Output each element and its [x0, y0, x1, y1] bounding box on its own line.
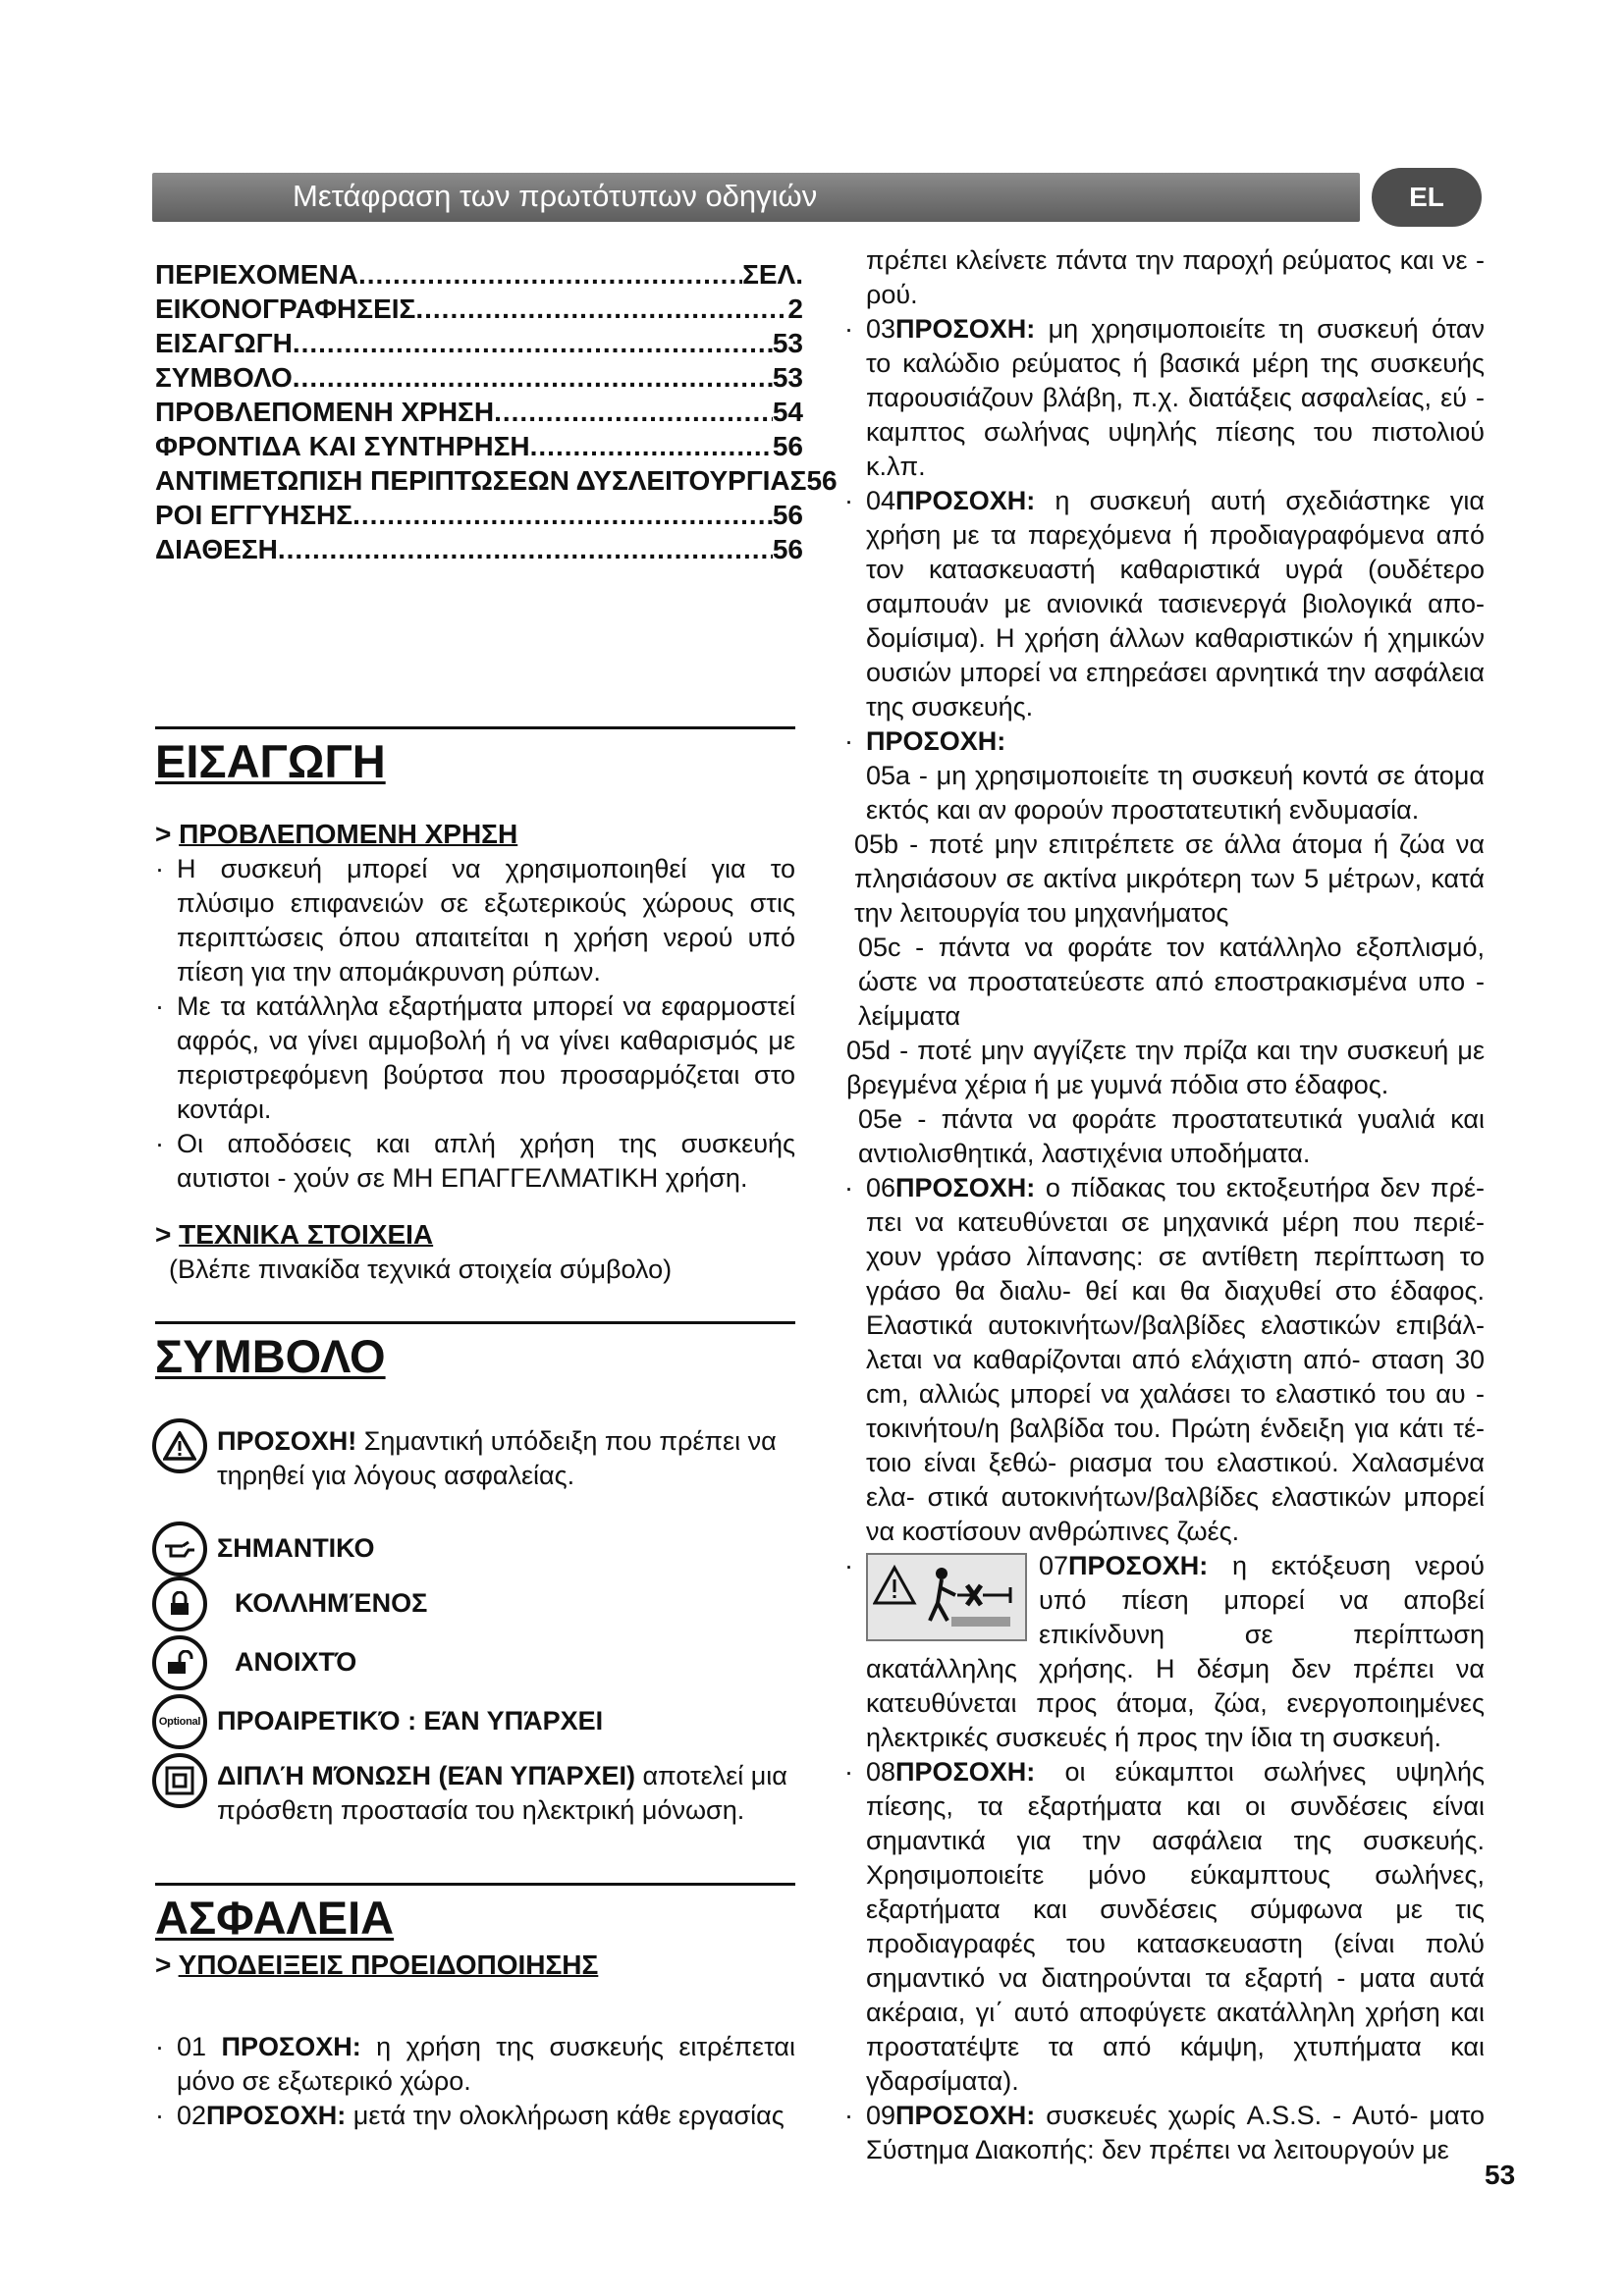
warning-item-09: · 09ΠΡΟΣΟΧΗ: συσκευές χωρίς A.S.S. - Αυτό- ματο Σύστημα Διακοπής: δεν πρέπει να λειτουργούν με	[844, 2101, 1485, 2164]
warnings-heading: > ΥΠΟΔΕΙΞΕΙΣ ΠΡΟΕΙΔΟΠΟΙΗΣΗΣ	[155, 1949, 599, 1980]
section-rule	[155, 1321, 795, 1324]
double-insulation-icon	[152, 1753, 207, 1808]
intro-heading: ΕΙΣΑΓΩΓΗ	[155, 735, 386, 787]
lock-closed-icon	[152, 1576, 207, 1631]
lock-open-icon	[152, 1635, 207, 1690]
symbol-locked-label: ΚΟΛΛΗΜΈΝΟΣ	[235, 1588, 428, 1618]
toc-row[interactable]: ΠΕΡΙΕΧΟΜΕΝΑ ..... ΣΕΛ.	[155, 257, 803, 292]
section-rule	[155, 726, 795, 729]
water-jet-warning-pictogram-icon	[866, 1553, 1027, 1641]
warning-item-02-cont: πρέπει κλείνετε πάντα την παροχή ρεύματος και νε - ρού.	[866, 245, 1485, 309]
toc-row[interactable]: ΑΝΤΙΜΕΤΩΠΙΣΗ ΠΕΡΙΠΤΩΣΕΩΝ ΔΥΣΛΕΙΤΟΥΡΓΙΑΣ 56	[155, 465, 838, 496]
toc-row[interactable]: ΦΡΟΝΤΙΔΑ ΚΑΙ ΣΥΝΤΗΡΗΣΗ ..... 56	[155, 429, 803, 463]
warning-item-05c: 05c - πάντα να φοράτε τον κατάλληλο εξοπλισμό, ώστε να προστατεύεστε από εποστρακισμένα υπο - λείμματα	[858, 933, 1485, 1031]
symbol-important-row	[152, 1522, 374, 1576]
warning-item-05: · ΠΡΟΣΟΧΗ:	[844, 726, 1006, 756]
table-of-contents	[155, 257, 838, 566]
warning-triangle-icon	[152, 1418, 207, 1473]
toc-row[interactable]: ΡΟΙ ΕΓΓΥΗΣΗΣ ..... 56	[155, 498, 803, 532]
symbol-open-row	[152, 1635, 356, 1690]
symbol-double-insulation-row	[152, 1753, 795, 1828]
pointing-hand-icon	[152, 1522, 207, 1576]
toc-row[interactable]: ΠΡΟΒΛΕΠΟΜΕΝΗ ΧΡΗΣΗ ..... 54	[155, 395, 803, 429]
warnings-list-left	[155, 2030, 795, 2133]
language-badge: EL	[1372, 168, 1482, 227]
symbols-heading: ΣΥΜΒΟΛΟ	[155, 1330, 386, 1382]
section-rule	[155, 1883, 795, 1886]
warning-item-05b: 05b - ποτέ μην επιτρέπετε σε άλλα άτομα ή ζώα να πλησιάσουν σε ακτίνα μικρότερη των 5 μέτρων, κατά την λειτουργία του μηχανήματος	[854, 829, 1485, 928]
toc-row[interactable]: ΕΙΚΟΝΟΓΡΑΦΗΣΕΙΣ ..... 2	[155, 292, 803, 326]
intended-use-list	[155, 852, 795, 1196]
list-item: · Η συσκευή μπορεί να χρησιμοποιηθεί για το πλύσιμο επιφανειών σε εξωτερικούς χώρους στις περιπτώσεις όπου απαιτείται η χρήση νερού υπό πίεση για την απομάκρυνση ρύπων.	[155, 854, 795, 987]
warning-item-05d: 05d - ποτέ μην αγγίζετε την πρίζα και την συσκευή με βρεγμένα χέρια ή με γυμνά πόδια στο έδαφος.	[846, 1036, 1485, 1099]
warning-item-06: · 06ΠΡΟΣΟΧΗ: ο πίδακας του εκτοξευτήρα δεν πρέ- πει να κατευθύνεται σε μηχανικά μέρη που περιέ- χουν γράσο λίπανσης: σε αντίθετη περίπτωση το γράσο θα διαλυ- θεί και θα διαχυθεί στο έδαφος. Ελαστικά αυτοκινήτων/βαλβίδες ελαστικών επιβάλ- λεται να καθαρίζονται από ελάχιστη από- σταση 30 cm, αλλιώς μπορεί να χαλάσει το ελαστικό του αυ - τοκινήτου/η βαλβίδα του. Πρώτη ένδειξη για κάτι τέ- τοιο είναι ξεθώ- ριασμα του ελαστικού. Χαλασμένα ελα- στικά αυτοκινήτων/βαλβίδες ελαστικών μπορεί να κοστίσουν ανθρώπινες ζωές.	[844, 1173, 1485, 1546]
symbol-optional-label: ΠΡΟΑΙΡΕΤΙΚΌ : ΕΆΝ ΥΠΆΡΧΕΙ	[217, 1706, 604, 1735]
header-title: Μετάφραση των πρωτότυπων οδηγιών	[293, 179, 818, 213]
warnings-list-right	[844, 243, 1485, 2167]
page-number: 53	[1485, 2160, 1516, 2190]
warning-item-07: · 07ΠΡΟΣΟΧΗ: η εκτόξευση νερού υπό πίεση μπορεί να αποβεί επικίνδυνη σε περίπτωση ακατάλληλης χρήσης. Η δέσμη δεν πρέπει να κατευθύνεται προς άτομα, ζώα, ενεργοποιημένες ηλεκτρικές συσκευές ή προς την ίδια τη συσκευή.	[844, 1551, 1485, 1752]
symbol-locked-row	[152, 1576, 427, 1631]
list-item: · Με τα κατάλληλα εξαρτήματα μπορεί να εφαρμοστεί αφρός, να γίνει αμμοβολή ή να γίνει καθαρισμός με περιστρεφόμενη βούρτσα που προσαρμόζεται στο κοντάρι.	[155, 991, 795, 1124]
warning-item-03: · 03ΠΡΟΣΟΧΗ: μη χρησιμοποιείτε τη συσκευή όταν το καλώδιο ρεύματος ή βασικά μέρη της συσκευής παρουσιάζουν βλάβη, π.χ. διατάξεις ασφαλείας, εύ - καμπτος σωλήνας υψηλής πίεσης του πιστολιού κ.λπ.	[844, 314, 1485, 481]
optional-icon: Optional	[152, 1694, 207, 1749]
symbol-open-label: ΑΝΟΙΧΤΌ	[235, 1647, 357, 1677]
warning-item-05e: 05e - πάντα να φοράτε προστατευτικά γυαλιά και αντιολισθητικά, λαστιχένια υποδήματα.	[858, 1104, 1485, 1168]
list-item: · Οι αποδόσεις και απλή χρήση της συσκευής αυτιστοι - χούν σε ΜΗ ΕΠΑΓΓΕΛΜΑΤΙΚΗ χρήση.	[155, 1129, 795, 1193]
symbol-important-label: ΣΗΜΑΝΤΙΚΟ	[217, 1533, 375, 1563]
warning-item-05a: 05a - μη χρησιμοποιείτε τη συσκευή κοντά σε άτομα εκτός και αν φορούν προστατευτική ενδυμασία.	[866, 761, 1485, 825]
safety-heading: ΑΣΦΑΛΕΙΑ	[155, 1892, 395, 1944]
symbol-warning-row	[152, 1418, 795, 1493]
toc-row[interactable]: ΕΙΣΑΓΩΓΗ ..... 53	[155, 326, 803, 360]
warning-item-02: · 02ΠΡΟΣΟΧΗ: μετά την ολοκλήρωση κάθε εργασίας	[155, 2101, 785, 2130]
symbol-warning-text: ΠΡΟΣΟΧΗ! Σημαντική υπόδειξη που πρέπει να τηρηθεί για λόγους ασφαλείας.	[217, 1426, 777, 1490]
tech-data-heading: > ΤΕΧΝΙΚΑ ΣΤΟΙΧΕΙΑ	[155, 1219, 434, 1250]
toc-row[interactable]: ΣΥΜΒΟΛΟ ..... 53	[155, 360, 803, 395]
tech-data-note: (Βλέπε πινακίδα τεχνικά στοιχεία σύμβολο)	[169, 1255, 673, 1284]
warning-item-01: · 01 ΠΡΟΣΟΧΗ: η χρήση της συσκευής ειτρέπεται μόνο σε εξωτερικό χώρο.	[155, 2032, 795, 2096]
symbol-double-insulation-text: ΔΙΠΛΉ ΜΌΝΩΣΗ (ΕΆΝ ΥΠΆΡΧΕΙ) αποτελεί μια πρόσθετη προστασία του ηλεκτρική μόνωση.	[217, 1761, 787, 1825]
toc-row[interactable]: ΔΙΑΘΕΣΗ ..... 56	[155, 532, 803, 566]
intended-use-heading: > ΠΡΟΒΛΕΠΟΜΕΝΗ ΧΡΗΣΗ	[155, 819, 518, 849]
warning-item-04: · 04ΠΡΟΣΟΧΗ: η συσκευή αυτή σχεδιάστηκε για χρήση με τα παρεχόμενα ή προδιαγραφόμενα από τον κατασκευαστή καθαριστικά υγρά (ουδέτερο σαμπουάν με ανιονικά τασιενεργά βιολογικά απο- δομίσιμα). Η χρήση άλλων καθαριστικών ή χημικών ουσιών μπορεί να επηρεάσει αρνητικά την ασφάλεια της συσκευής.	[844, 486, 1485, 721]
warning-item-08: · 08ΠΡΟΣΟΧΗ: οι εύκαμπτοι σωλήνες υψηλής πίεσης, τα εξαρτήματα και οι συνδέσεις είναι σημαντικά για την ασφάλεια της συσκευής. Χρησιμοποιείτε μόνο εύκαμπτους σωλήνες, εξαρτήματα και συνδέσεις σύμφωνα με τις προδιαγραφές του κατασκευαστη (είναι πολύ σημαντικό να διατηρούνται τα εξαρτή - ματα αυτά ακέραια, γι΄ αυτό αποφύγετε ακατάλληλη χρήση και προστατέψτε τα από κάμψη, χτυπήματα και γδαρσίματα).	[844, 1757, 1485, 2096]
symbol-optional-row	[152, 1694, 603, 1749]
